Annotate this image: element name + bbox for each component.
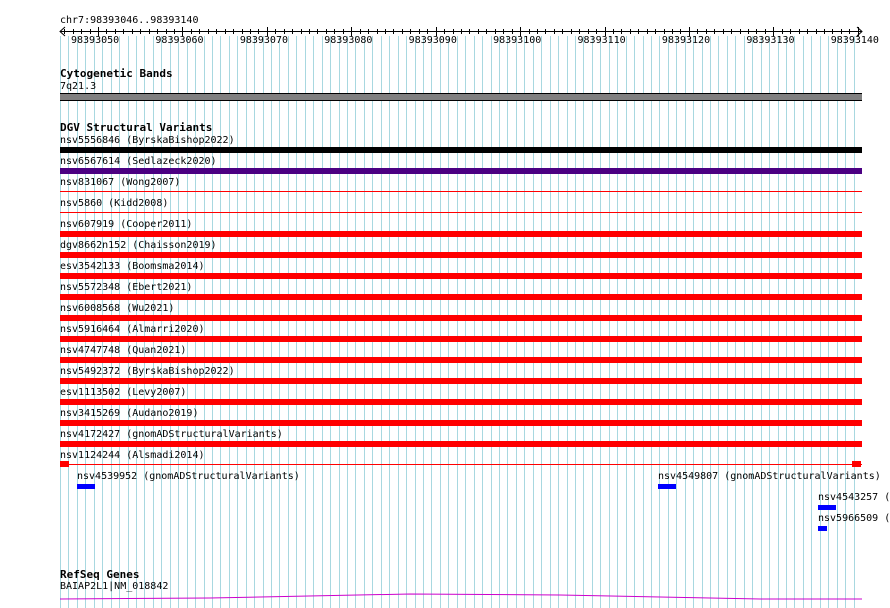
refseq-gene-label[interactable]: BAIAP2L1|NM_018842 bbox=[60, 581, 169, 592]
ruler-tick-label: 98393140 bbox=[830, 35, 879, 46]
dgv-variant-bar[interactable] bbox=[60, 399, 862, 405]
dgv-variant-label[interactable]: esv3542133 (Boomsma2014) bbox=[60, 261, 205, 272]
dgv-variant-label[interactable]: esv1113502 (Levy2007) bbox=[60, 387, 187, 398]
cytoband-label: 7q21.3 bbox=[60, 81, 97, 92]
dgv-small-variant-label[interactable]: nsv4539952 (gnomADStructuralVariants) bbox=[77, 471, 300, 482]
refseq-track-title: RefSeq Genes bbox=[60, 568, 140, 581]
dgv-small-variant-bar[interactable] bbox=[77, 484, 95, 489]
dgv-end-marker-left[interactable] bbox=[60, 461, 69, 467]
dgv-variant-label[interactable]: nsv4172427 (gnomADStructuralVariants) bbox=[60, 429, 283, 440]
dgv-variant-label[interactable]: nsv4747748 (Quan2021) bbox=[60, 345, 187, 356]
dgv-variant-bar[interactable] bbox=[60, 147, 862, 153]
dgv-variant-bar[interactable] bbox=[60, 420, 862, 426]
dgv-variant-label[interactable]: nsv5916464 (Almarri2020) bbox=[60, 324, 205, 335]
dgv-variant-label[interactable]: nsv5572348 (Ebert2021) bbox=[60, 282, 193, 293]
refseq-gene-line[interactable] bbox=[60, 590, 862, 608]
dgv-variant-label[interactable]: nsv5556846 (ByrskaBishop2022) bbox=[60, 135, 235, 146]
ruler-tick-label: 98393130 bbox=[746, 35, 795, 46]
dgv-small-variant-label[interactable]: nsv4549807 (gnomADStructuralVariants) bbox=[658, 471, 881, 482]
dgv-variant-bar[interactable] bbox=[60, 252, 862, 258]
dgv-small-variant-label[interactable]: nsv5966509 ( bbox=[818, 513, 890, 524]
dgv-variant-label[interactable]: dgv8662n152 (Chaisson2019) bbox=[60, 240, 217, 251]
dgv-variant-label[interactable]: nsv607919 (Cooper2011) bbox=[60, 219, 193, 230]
dgv-variant-bar[interactable] bbox=[60, 212, 862, 213]
cytoband-track-title: Cytogenetic Bands bbox=[60, 67, 173, 80]
dgv-track-title: DGV Structural Variants bbox=[60, 121, 213, 134]
ruler-tick-label: 98393080 bbox=[324, 35, 373, 46]
dgv-variant-label[interactable]: nsv6008568 (Wu2021) bbox=[60, 303, 175, 314]
dgv-variant-label[interactable]: nsv5492372 (ByrskaBishop2022) bbox=[60, 366, 235, 377]
ruler-tick-label: 98393100 bbox=[493, 35, 542, 46]
dgv-variant-bar[interactable] bbox=[60, 315, 862, 321]
dgv-variant-bar[interactable] bbox=[60, 441, 862, 447]
ruler-tick-label: 98393110 bbox=[577, 35, 626, 46]
ruler-tick-label: 98393120 bbox=[661, 35, 711, 46]
ruler-tick-label: 98393070 bbox=[239, 35, 288, 46]
cytoband-bar[interactable] bbox=[60, 93, 862, 101]
ruler-tick-label: 98393090 bbox=[408, 35, 457, 46]
dgv-small-variant-bar[interactable] bbox=[818, 526, 827, 531]
dgv-variant-bar[interactable] bbox=[60, 168, 862, 174]
dgv-variant-label[interactable]: nsv3415269 (Audano2019) bbox=[60, 408, 199, 419]
ruler-tick-label: 98393060 bbox=[155, 35, 204, 46]
dgv-small-variant-bar[interactable] bbox=[658, 484, 676, 489]
dgv-variant-bar[interactable] bbox=[60, 357, 862, 363]
dgv-variant-label[interactable]: nsv831067 (Wong2007) bbox=[60, 177, 181, 188]
refseq-gene-path bbox=[60, 594, 862, 599]
dgv-variant-bar[interactable] bbox=[60, 378, 862, 384]
dgv-variant-bar[interactable] bbox=[60, 191, 862, 192]
dgv-variant-bar[interactable] bbox=[60, 231, 862, 237]
dgv-variant-bar[interactable] bbox=[60, 294, 862, 300]
dgv-variant-label[interactable]: nsv6567614 (Sedlazeck2020) bbox=[60, 156, 217, 167]
dgv-end-marker-right[interactable] bbox=[852, 461, 861, 467]
dgv-small-variant-bar[interactable] bbox=[818, 505, 836, 510]
dgv-variant-bar[interactable] bbox=[60, 336, 862, 342]
ruler-tick-label: 98393050 bbox=[70, 35, 120, 46]
dgv-variant-label[interactable]: nsv1124244 (Alsmadi2014) bbox=[60, 450, 205, 461]
locus-label: chr7:98393046..98393140 bbox=[60, 15, 199, 26]
dgv-variant-label[interactable]: nsv5860 (Kidd2008) bbox=[60, 198, 169, 209]
dgv-small-variant-label[interactable]: nsv4543257 ( bbox=[818, 492, 890, 503]
dgv-variant-bar[interactable] bbox=[60, 464, 862, 465]
dgv-variant-bar[interactable] bbox=[60, 273, 862, 279]
